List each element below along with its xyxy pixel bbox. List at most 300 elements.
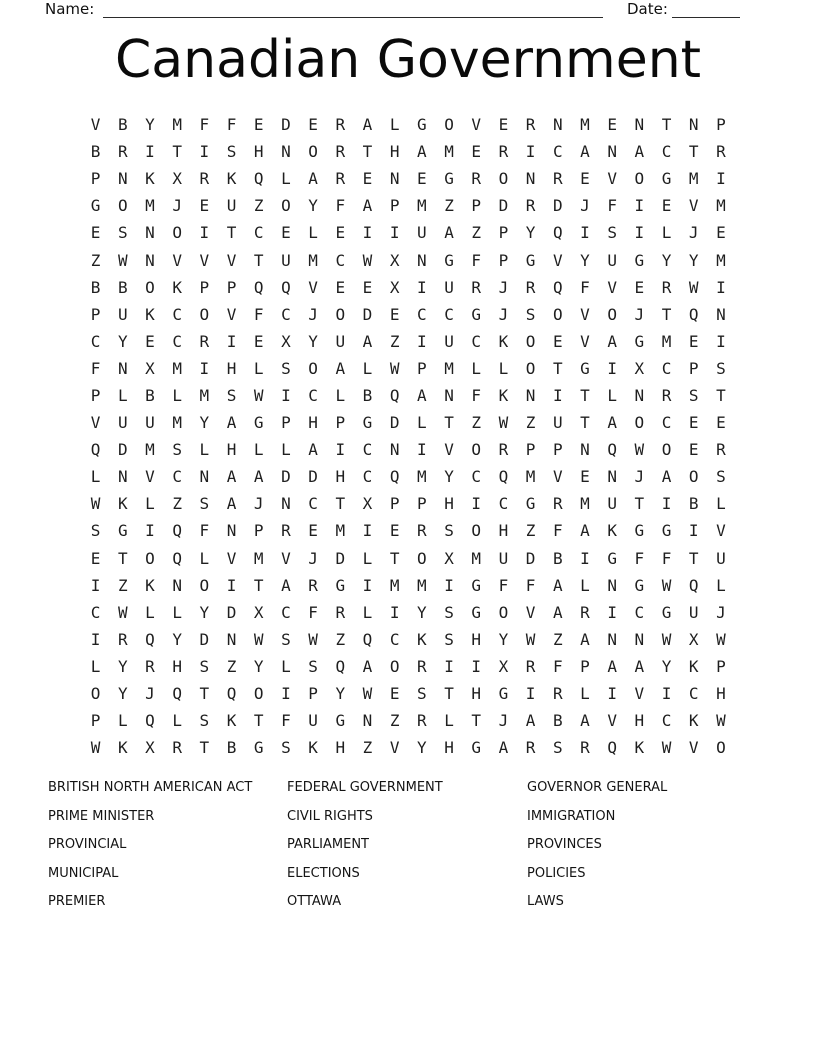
grid-letter-r10-c7: L [253, 358, 264, 378]
grid-letter-r22-c19: L [580, 684, 590, 704]
grid-letter-r19-c24: J [716, 602, 726, 622]
grid-letter-r8-c17: S [525, 304, 536, 324]
grid-letter-r12-c22: C [661, 413, 672, 433]
grid-letter-r1-c11: A [362, 115, 373, 135]
grid-letter-r9-c8: X [281, 331, 291, 351]
grid-letter-r11-c22: R [661, 385, 672, 405]
grid-letter-r23-c15: T [471, 711, 482, 731]
grid-letter-r11-c14: N [444, 385, 454, 405]
grid-letter-r2-c14: M [444, 142, 454, 162]
grid-letter-r19-c12: I [389, 602, 400, 622]
grid-letter-r24-c23: V [688, 738, 699, 758]
name-fill-line [103, 17, 603, 18]
grid-letter-r12-c10: P [335, 413, 346, 433]
grid-letter-r4-c21: I [634, 196, 645, 216]
grid-letter-r8-c6: V [226, 304, 237, 324]
grid-letter-r20-c19: A [580, 629, 590, 649]
grid-letter-r19-c7: X [253, 602, 264, 622]
grid-letter-r21-c13: R [417, 656, 427, 676]
grid-letter-r8-c21: J [634, 304, 645, 324]
grid-letter-r14-c15: C [471, 467, 482, 487]
grid-letter-r11-c18: I [552, 385, 563, 405]
grid-letter-r18-c17: F [525, 575, 536, 595]
grid-letter-r13-c20: Q [607, 440, 617, 460]
grid-letter-r3-c14: G [444, 169, 454, 189]
grid-letter-r3-c16: O [498, 169, 509, 189]
grid-letter-r23-c24: W [716, 711, 726, 731]
grid-letter-r17-c5: L [199, 548, 210, 568]
grid-letter-r15-c8: N [281, 494, 291, 514]
grid-letter-r23-c9: U [308, 711, 318, 731]
grid-letter-r15-c6: A [226, 494, 237, 514]
grid-letter-r21-c1: L [90, 656, 101, 676]
grid-letter-r14-c9: D [308, 467, 318, 487]
grid-letter-r2-c5: I [199, 142, 210, 162]
grid-letter-r18-c12: M [389, 575, 400, 595]
grid-letter-r3-c21: O [634, 169, 645, 189]
grid-letter-r22-c22: I [661, 684, 672, 704]
grid-letter-r9-c7: E [253, 331, 264, 351]
grid-letter-r5-c17: Y [525, 223, 536, 243]
grid-letter-r7-c16: J [498, 277, 509, 297]
grid-letter-r6-c12: X [389, 250, 400, 270]
grid-letter-r22-c18: R [552, 684, 563, 704]
grid-letter-r1-c21: N [634, 115, 645, 135]
grid-letter-r11-c13: A [417, 385, 427, 405]
grid-letter-r9-c3: E [145, 331, 155, 351]
grid-letter-r20-c1: I [90, 629, 101, 649]
grid-letter-r22-c10: Y [335, 684, 346, 704]
grid-letter-r23-c14: L [444, 711, 454, 731]
grid-letter-r15-c16: C [498, 494, 509, 514]
grid-letter-r6-c21: G [634, 250, 645, 270]
word-list-item: LAWS [527, 894, 564, 909]
grid-letter-r17-c7: M [253, 548, 264, 568]
grid-letter-r24-c10: H [335, 738, 346, 758]
grid-letter-r1-c14: O [444, 115, 454, 135]
grid-letter-r18-c5: O [199, 575, 210, 595]
grid-letter-r3-c7: Q [253, 169, 264, 189]
grid-letter-r5-c4: O [172, 223, 182, 243]
grid-letter-r15-c1: W [90, 494, 101, 514]
grid-letter-r3-c9: A [308, 169, 318, 189]
grid-letter-r17-c2: T [117, 548, 128, 568]
word-list-item: ELECTIONS [287, 865, 360, 881]
grid-letter-r11-c11: B [362, 385, 373, 405]
grid-letter-r21-c14: I [444, 656, 454, 676]
grid-letter-r5-c8: E [281, 223, 291, 243]
grid-letter-r9-c15: C [471, 331, 482, 351]
grid-letter-r11-c12: Q [389, 385, 400, 405]
grid-letter-r15-c5: S [199, 494, 210, 514]
grid-letter-r15-c15: I [471, 494, 482, 514]
grid-letter-r6-c22: Y [661, 250, 672, 270]
grid-letter-r1-c3: Y [145, 115, 155, 135]
grid-letter-r20-c2: R [117, 629, 128, 649]
grid-letter-r6-c5: V [199, 250, 210, 270]
grid-letter-r12-c2: U [117, 413, 128, 433]
grid-letter-r17-c19: I [580, 548, 590, 568]
word-list-item: PARLIAMENT [287, 837, 369, 852]
grid-letter-r10-c9: O [308, 358, 318, 378]
grid-letter-r21-c15: I [471, 656, 482, 676]
grid-letter-r21-c2: Y [117, 656, 128, 676]
grid-letter-r18-c4: N [172, 575, 182, 595]
grid-letter-r3-c6: K [226, 169, 237, 189]
grid-letter-r19-c22: G [661, 602, 672, 622]
grid-letter-r3-c24: I [716, 169, 726, 189]
grid-letter-r7-c1: B [90, 277, 101, 297]
grid-letter-r10-c6: H [226, 358, 237, 378]
grid-letter-r13-c17: P [525, 440, 536, 460]
grid-letter-r14-c24: S [716, 467, 726, 487]
grid-letter-r17-c16: U [498, 548, 509, 568]
grid-letter-r6-c1: Z [90, 250, 101, 270]
grid-letter-r16-c1: S [90, 521, 101, 541]
grid-letter-r8-c18: O [552, 304, 563, 324]
grid-letter-r16-c13: R [417, 521, 427, 541]
grid-letter-r13-c3: M [145, 440, 155, 460]
grid-letter-r7-c21: E [634, 277, 645, 297]
grid-letter-r11-c21: N [634, 385, 645, 405]
grid-letter-r13-c5: L [199, 440, 210, 460]
grid-letter-r24-c15: G [471, 738, 482, 758]
grid-letter-r15-c24: L [716, 494, 726, 514]
grid-letter-r19-c15: G [471, 602, 482, 622]
grid-letter-r14-c10: H [335, 467, 346, 487]
grid-letter-r7-c23: W [688, 277, 699, 297]
grid-letter-r16-c24: V [716, 521, 726, 541]
grid-letter-r8-c23: Q [688, 304, 699, 324]
grid-letter-r23-c3: Q [145, 711, 155, 731]
grid-letter-r12-c15: Z [471, 413, 482, 433]
grid-letter-r5-c15: Z [471, 223, 482, 243]
word-list-item: GOVERNOR GENERAL [527, 780, 668, 795]
grid-letter-r22-c12: E [389, 684, 400, 704]
grid-letter-r1-c6: F [226, 115, 237, 135]
grid-letter-r17-c20: G [607, 548, 617, 568]
grid-letter-r2-c21: A [634, 142, 645, 162]
grid-letter-r16-c22: G [661, 521, 672, 541]
grid-letter-r18-c1: I [90, 575, 101, 595]
grid-letter-r24-c21: K [634, 738, 645, 758]
grid-letter-r13-c2: D [117, 440, 128, 460]
grid-letter-r17-c11: L [362, 548, 373, 568]
grid-letter-r14-c21: J [634, 467, 645, 487]
grid-letter-r14-c23: O [688, 467, 699, 487]
grid-letter-r13-c14: V [444, 440, 454, 460]
grid-letter-r4-c19: J [580, 196, 590, 216]
grid-letter-r11-c3: B [145, 385, 155, 405]
grid-letter-r14-c18: V [552, 467, 563, 487]
grid-letter-r6-c16: P [498, 250, 509, 270]
grid-letter-r6-c23: Y [688, 250, 699, 270]
grid-letter-r11-c16: K [498, 385, 509, 405]
grid-letter-r21-c17: R [525, 656, 536, 676]
grid-letter-r12-c18: U [552, 413, 563, 433]
grid-letter-r4-c15: P [471, 196, 482, 216]
grid-letter-r2-c16: R [498, 142, 509, 162]
grid-letter-r20-c16: Y [498, 629, 509, 649]
grid-letter-r4-c4: J [172, 196, 182, 216]
grid-letter-r6-c19: Y [580, 250, 590, 270]
grid-letter-r16-c23: I [688, 521, 699, 541]
grid-letter-r10-c24: S [716, 358, 726, 378]
grid-letter-r12-c23: E [688, 413, 699, 433]
grid-letter-r19-c3: L [145, 602, 155, 622]
grid-letter-r23-c13: R [417, 711, 427, 731]
grid-letter-r8-c5: O [199, 304, 210, 324]
grid-letter-r16-c19: A [580, 521, 590, 541]
grid-letter-r7-c5: P [199, 277, 210, 297]
grid-letter-r10-c1: F [90, 358, 101, 378]
grid-letter-r12-c17: Z [525, 413, 536, 433]
grid-letter-r23-c21: H [634, 711, 645, 731]
grid-letter-r2-c3: I [145, 142, 155, 162]
grid-letter-r21-c7: Y [253, 656, 264, 676]
grid-letter-r9-c12: Z [389, 331, 400, 351]
grid-letter-r2-c9: O [308, 142, 318, 162]
grid-letter-r9-c17: O [525, 331, 536, 351]
grid-letter-r22-c3: J [145, 684, 155, 704]
grid-letter-r2-c8: N [281, 142, 291, 162]
grid-letter-r21-c10: Q [335, 656, 346, 676]
grid-letter-r21-c21: A [634, 656, 645, 676]
grid-letter-r22-c21: V [634, 684, 645, 704]
grid-letter-r19-c23: U [688, 602, 699, 622]
grid-letter-r8-c24: N [716, 304, 726, 324]
grid-letter-r10-c13: P [417, 358, 427, 378]
grid-letter-r16-c8: R [281, 521, 291, 541]
grid-letter-r5-c12: I [389, 223, 400, 243]
grid-letter-r18-c16: F [498, 575, 509, 595]
grid-letter-r4-c7: Z [253, 196, 264, 216]
grid-letter-r4-c10: F [335, 196, 346, 216]
grid-letter-r19-c14: S [444, 602, 454, 622]
grid-letter-r19-c2: W [117, 602, 128, 622]
grid-letter-r16-c2: G [117, 521, 128, 541]
grid-letter-r2-c10: R [335, 142, 346, 162]
grid-letter-r16-c21: G [634, 521, 645, 541]
grid-letter-r23-c12: Z [389, 711, 400, 731]
grid-letter-r4-c5: E [199, 196, 210, 216]
grid-letter-r5-c13: U [417, 223, 427, 243]
grid-letter-r2-c13: A [417, 142, 427, 162]
grid-letter-r8-c19: V [580, 304, 590, 324]
grid-letter-r23-c7: T [253, 711, 264, 731]
grid-letter-r4-c11: A [362, 196, 373, 216]
grid-letter-r11-c17: N [525, 385, 536, 405]
grid-letter-r23-c23: K [688, 711, 699, 731]
grid-letter-r19-c20: I [607, 602, 617, 622]
grid-letter-r3-c11: E [362, 169, 373, 189]
grid-letter-r18-c24: L [716, 575, 726, 595]
grid-letter-r8-c9: J [308, 304, 318, 324]
grid-letter-r22-c23: C [688, 684, 699, 704]
grid-letter-r21-c20: A [607, 656, 617, 676]
grid-letter-r16-c12: E [389, 521, 400, 541]
grid-letter-r12-c9: H [308, 413, 318, 433]
grid-letter-r18-c21: G [634, 575, 645, 595]
grid-letter-r23-c19: A [580, 711, 590, 731]
grid-letter-r19-c10: R [335, 602, 346, 622]
grid-letter-r24-c5: T [199, 738, 210, 758]
grid-letter-r8-c13: C [417, 304, 427, 324]
grid-letter-r8-c12: E [389, 304, 400, 324]
grid-letter-r4-c20: F [607, 196, 617, 216]
grid-letter-r10-c18: T [552, 358, 563, 378]
grid-letter-r19-c18: A [552, 602, 563, 622]
grid-letter-r5-c3: N [145, 223, 155, 243]
grid-letter-r14-c19: E [580, 467, 590, 487]
grid-letter-r14-c5: N [199, 467, 210, 487]
grid-letter-r14-c1: L [90, 467, 101, 487]
grid-letter-r4-c1: G [90, 196, 101, 216]
grid-letter-r19-c6: D [226, 602, 237, 622]
grid-letter-r14-c14: Y [444, 467, 454, 487]
grid-letter-r15-c2: K [117, 494, 128, 514]
grid-letter-r18-c10: G [335, 575, 346, 595]
grid-letter-r17-c6: V [226, 548, 237, 568]
grid-letter-r7-c13: I [417, 277, 427, 297]
grid-letter-r3-c22: G [661, 169, 672, 189]
grid-letter-r24-c14: H [444, 738, 454, 758]
grid-letter-r22-c20: I [607, 684, 617, 704]
grid-letter-r14-c13: M [417, 467, 427, 487]
grid-letter-r8-c15: G [471, 304, 482, 324]
grid-letter-r13-c10: I [335, 440, 346, 460]
grid-letter-r15-c7: J [253, 494, 264, 514]
grid-letter-r7-c4: K [172, 277, 182, 297]
letter-grid [82, 111, 735, 761]
grid-letter-r7-c3: O [145, 277, 155, 297]
grid-letter-r17-c9: J [308, 548, 318, 568]
grid-letter-r24-c7: G [253, 738, 264, 758]
grid-letter-r11-c24: T [716, 385, 726, 405]
grid-letter-r18-c2: Z [117, 575, 128, 595]
grid-letter-r9-c20: A [607, 331, 617, 351]
grid-letter-r24-c3: X [145, 738, 155, 758]
grid-letter-r11-c15: F [471, 385, 482, 405]
grid-letter-r23-c1: P [90, 711, 101, 731]
grid-letter-r13-c7: L [253, 440, 264, 460]
grid-letter-r20-c12: C [389, 629, 400, 649]
grid-letter-r11-c1: P [90, 385, 101, 405]
grid-letter-r8-c7: F [253, 304, 264, 324]
page-title: Canadian Government [114, 30, 702, 90]
word-list-column-1 [48, 774, 252, 917]
grid-letter-r12-c3: U [145, 413, 155, 433]
grid-letter-r7-c12: X [389, 277, 400, 297]
grid-letter-r13-c23: E [688, 440, 699, 460]
grid-letter-r1-c22: T [661, 115, 672, 135]
grid-letter-r2-c20: N [607, 142, 617, 162]
grid-letter-r14-c6: A [226, 467, 237, 487]
grid-letter-r13-c18: P [552, 440, 563, 460]
grid-letter-r16-c18: F [552, 521, 563, 541]
grid-letter-r22-c9: P [308, 684, 318, 704]
grid-letter-r10-c10: A [335, 358, 346, 378]
grid-letter-r20-c5: D [199, 629, 210, 649]
grid-letter-r1-c2: B [117, 115, 128, 135]
grid-letter-r15-c14: H [444, 494, 454, 514]
grid-letter-r19-c11: L [362, 602, 373, 622]
word-list-item: PROVINCIAL [48, 837, 127, 852]
grid-letter-r13-c4: S [172, 440, 182, 460]
grid-letter-r1-c17: R [525, 115, 536, 135]
grid-letter-r22-c5: T [199, 684, 210, 704]
grid-letter-r20-c23: X [688, 629, 699, 649]
word-list-item: MUNICIPAL [48, 865, 119, 881]
grid-letter-r19-c9: F [308, 602, 318, 622]
grid-letter-r12-c5: Y [199, 413, 210, 433]
grid-letter-r12-c12: D [389, 413, 400, 433]
grid-letter-r24-c6: B [226, 738, 237, 758]
grid-letter-r5-c20: S [607, 223, 617, 243]
grid-letter-r2-c12: H [389, 142, 400, 162]
grid-letter-r2-c4: T [172, 142, 182, 162]
grid-letter-r21-c24: P [716, 656, 726, 676]
grid-letter-r21-c19: P [580, 656, 590, 676]
grid-letter-r24-c19: R [580, 738, 590, 758]
grid-letter-r8-c10: O [335, 304, 346, 324]
grid-letter-r9-c21: G [634, 331, 645, 351]
grid-letter-r20-c6: N [226, 629, 237, 649]
grid-letter-r22-c13: S [417, 684, 427, 704]
grid-letter-r8-c22: T [661, 304, 672, 324]
grid-letter-r22-c4: Q [172, 684, 182, 704]
grid-letter-r2-c7: H [253, 142, 264, 162]
grid-letter-r15-c3: L [145, 494, 155, 514]
grid-letter-r24-c12: V [389, 738, 400, 758]
grid-letter-r6-c4: V [172, 250, 182, 270]
grid-letter-r20-c11: Q [362, 629, 373, 649]
grid-letter-r2-c6: S [226, 142, 237, 162]
grid-letter-r4-c2: O [117, 196, 128, 216]
grid-letter-r21-c16: X [498, 656, 509, 676]
grid-letter-r4-c17: R [525, 196, 536, 216]
grid-letter-r7-c7: Q [253, 277, 264, 297]
grid-letter-r12-c8: P [281, 413, 291, 433]
grid-letter-r1-c16: E [498, 115, 509, 135]
grid-letter-r10-c3: X [145, 358, 155, 378]
grid-letter-r17-c10: D [335, 548, 346, 568]
grid-letter-r11-c9: C [308, 385, 318, 405]
grid-letter-r23-c20: V [607, 711, 617, 731]
grid-letter-r20-c9: W [308, 629, 318, 649]
grid-letter-r13-c12: N [389, 440, 400, 460]
grid-letter-r18-c7: T [253, 575, 264, 595]
grid-letter-r4-c9: Y [308, 196, 318, 216]
grid-letter-r2-c22: C [661, 142, 672, 162]
grid-letter-r15-c12: P [389, 494, 400, 514]
grid-letter-r5-c21: I [634, 223, 645, 243]
grid-letter-r9-c2: Y [117, 331, 128, 351]
grid-letter-r18-c11: I [362, 575, 373, 595]
grid-letter-r1-c24: P [716, 115, 726, 135]
grid-letter-r8-c2: U [117, 304, 128, 324]
grid-letter-r12-c6: A [226, 413, 237, 433]
grid-letter-r20-c17: W [525, 629, 536, 649]
grid-letter-r10-c11: L [362, 358, 373, 378]
grid-letter-r11-c8: I [281, 385, 291, 405]
grid-letter-r15-c18: R [552, 494, 563, 514]
grid-letter-r1-c18: N [552, 115, 563, 135]
grid-letter-r13-c24: R [716, 440, 726, 460]
grid-letter-r9-c4: C [172, 331, 182, 351]
grid-letter-r9-c14: U [444, 331, 454, 351]
grid-letter-r20-c14: S [444, 629, 454, 649]
